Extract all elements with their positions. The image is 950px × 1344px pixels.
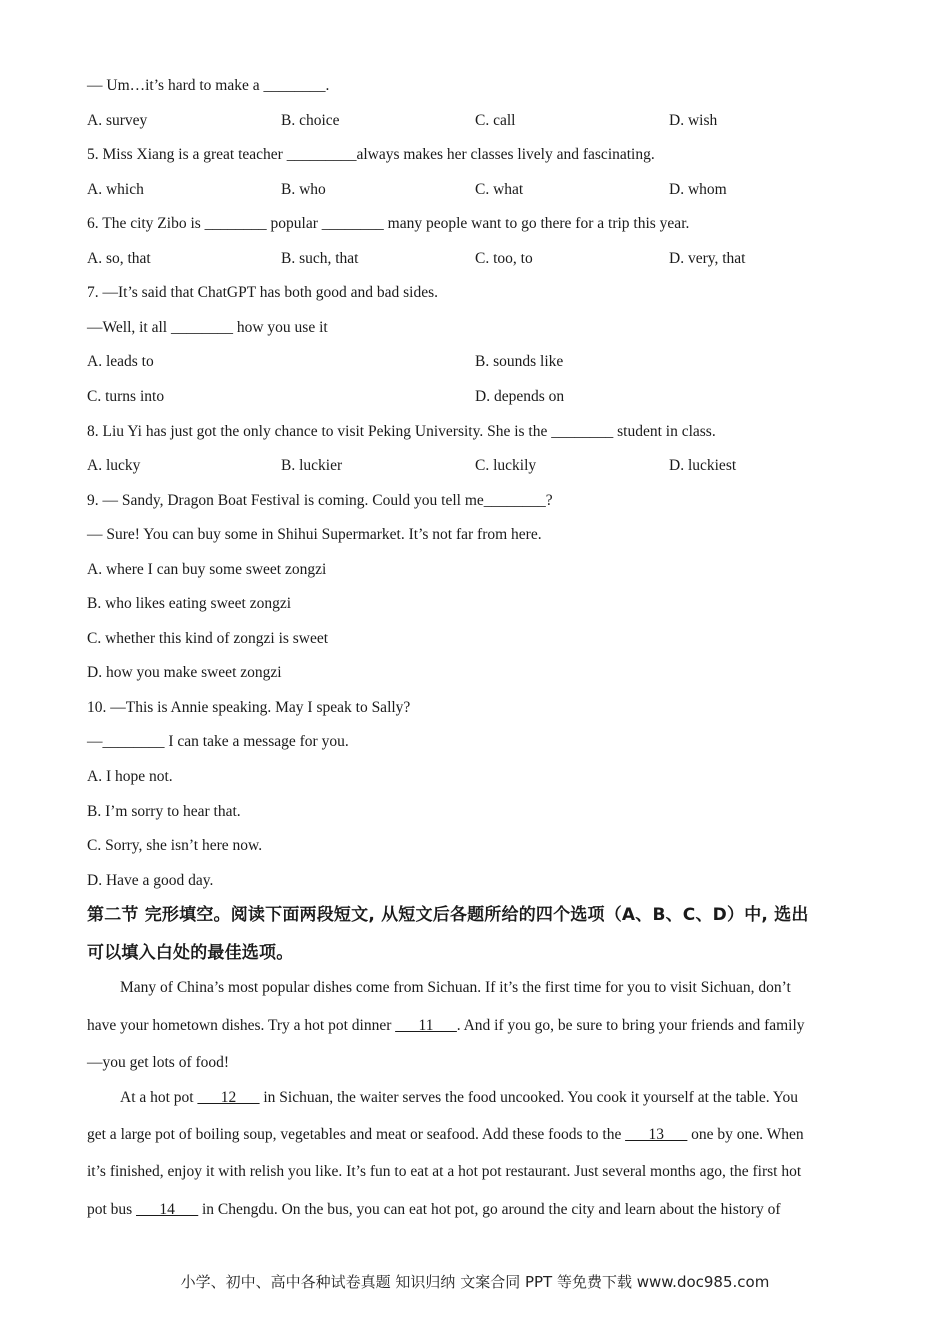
q9-stem: 9. — Sandy, Dragon Boat Festival is coming. Could you tell me________?	[87, 492, 553, 509]
passage-p2-line1	[120, 1088, 798, 1108]
q7-stem-reply: —Well, it all ________ how you use it	[87, 319, 328, 336]
passage-p2-line2	[87, 1125, 804, 1145]
q4-option-b: B. choice	[281, 112, 340, 129]
blank-11: ___11___	[395, 1017, 457, 1034]
q10-option-d: D. Have a good day.	[87, 872, 214, 889]
q5-option-a: A. which	[87, 181, 144, 198]
passage-p1-line3: —you get lots of food!	[87, 1054, 230, 1071]
q6-stem: 6. The city Zibo is ________ popular ________ many people want to go there for a trip this year.	[87, 215, 690, 232]
q8-stem: 8. Liu Yi has just got the only chance to visit Peking University. She is the ________ student in class.	[87, 423, 716, 440]
q6-option-c: C. too, to	[475, 250, 533, 267]
q7-option-d: D. depends on	[475, 388, 565, 405]
blank-14: ___14___	[136, 1201, 199, 1218]
section-heading-line2: 可以填入白处的最佳选项。	[87, 943, 294, 963]
q10-stem: 10. —This is Annie speaking. May I speak to Sally?	[87, 699, 411, 716]
q6-option-a: A. so, that	[87, 250, 151, 267]
q8-option-c: C. luckily	[475, 457, 537, 474]
q7-option-c: C. turns into	[87, 388, 165, 405]
q10-stem-reply: —________ I can take a message for you.	[87, 733, 349, 750]
q7-option-b: B. sounds like	[475, 353, 564, 370]
q7-option-a: A. leads to	[87, 353, 154, 370]
q9-option-b: B. who likes eating sweet zongzi	[87, 595, 292, 612]
q5-option-b: B. who	[281, 181, 326, 198]
passage-text: one by one. When	[687, 1126, 804, 1143]
q10-option-b: B. I’m sorry to hear that.	[87, 803, 241, 820]
q8-option-d: D. luckiest	[669, 457, 737, 474]
q8-option-a: A. lucky	[87, 457, 141, 474]
passage-text: in Sichuan, the waiter serves the food uncooked. You cook it yourself at the table. You	[259, 1089, 799, 1106]
q10-option-c: C. Sorry, she isn’t here now.	[87, 837, 263, 854]
q6-option-d: D. very, that	[669, 250, 746, 267]
q8-option-b: B. luckier	[281, 457, 343, 474]
blank-13: ___13___	[625, 1126, 688, 1143]
q9-option-d: D. how you make sweet zongzi	[87, 664, 282, 681]
page-footer: 小学、初中、高中各种试卷真题 知识归纳 文案合同 PPT 等免费下载 www.doc985.com	[180, 1273, 770, 1291]
passage-p2-line4	[87, 1200, 781, 1220]
q6-option-b: B. such, that	[281, 250, 359, 267]
q7-stem: 7. —It’s said that ChatGPT has both good and bad sides.	[87, 284, 439, 301]
q5-stem: 5. Miss Xiang is a great teacher _________always makes her classes lively and fascinating.	[87, 146, 655, 163]
blank-12: ___12___	[197, 1089, 260, 1106]
passage-text: in Chengdu. On the bus, you can eat hot pot, go around the city and learn about the history of	[198, 1201, 781, 1218]
q5-option-d: D. whom	[669, 181, 727, 198]
section-heading-line1: 第二节 完形填空。阅读下面两段短文, 从短文后各题所给的四个选项（A、B、C、D）中, 选出	[87, 905, 809, 925]
q4-option-a: A. survey	[87, 112, 148, 129]
passage-p1-line1: Many of China’s most popular dishes come from Sichuan. If it’s the first time for you to visit Sichuan, don’t	[120, 979, 791, 996]
q4-option-c: C. call	[475, 112, 516, 129]
passage-p1-line2	[87, 1016, 805, 1036]
passage-text: pot bus	[87, 1201, 137, 1218]
q9-stem-reply: — Sure! You can buy some in Shihui Supermarket. It’s not far from here.	[87, 526, 542, 543]
passage-text: . And if you go, be sure to bring your friends and family	[456, 1017, 805, 1034]
passage-p2-line3: it’s finished, enjoy it with relish you like. It’s fun to eat at a hot pot restaurant. Just several months ago, the first hot	[87, 1163, 802, 1180]
q9-option-a: A. where I can buy some sweet zongzi	[87, 561, 327, 578]
q9-option-c: C. whether this kind of zongzi is sweet	[87, 630, 329, 647]
q5-option-c: C. what	[475, 181, 524, 198]
q10-option-a: A. I hope not.	[87, 768, 173, 785]
q4-option-d: D. wish	[669, 112, 718, 129]
passage-text: get a large pot of boiling soup, vegetables and meat or seafood. Add these foods to the	[87, 1126, 626, 1143]
q4-stem: — Um…it’s hard to make a ________.	[87, 77, 330, 94]
passage-text: have your hometown dishes. Try a hot pot dinner	[87, 1017, 396, 1034]
passage-text: At a hot pot	[120, 1089, 198, 1106]
